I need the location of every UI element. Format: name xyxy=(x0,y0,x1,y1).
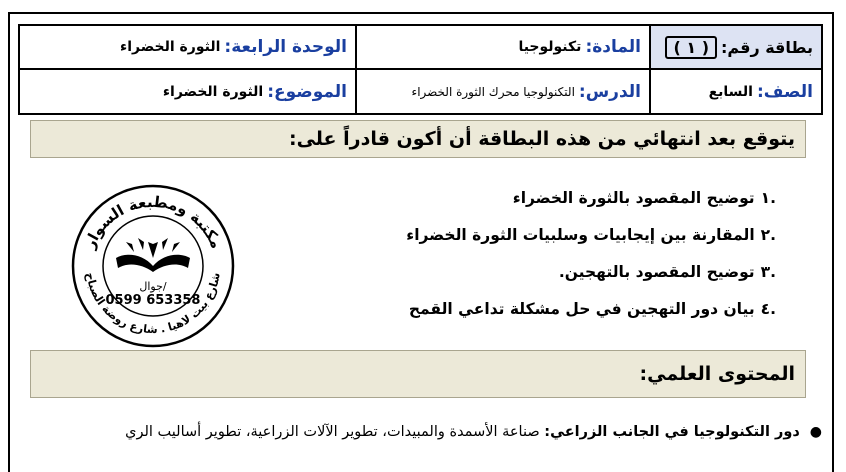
content-heading-text: المحتوى العلمي: xyxy=(639,363,795,385)
subject-label: المادة: xyxy=(585,37,641,57)
objective-number: .٣ xyxy=(760,263,776,281)
topic-cell xyxy=(18,68,357,115)
objective-text: المقارنة بين إيجابيات وسلبيات الثورة الخضراء xyxy=(406,226,755,244)
content-bold-text: دور التكنولوجيا في الجانب الزراعي: xyxy=(544,424,800,440)
subject-value: تكنولوجيا xyxy=(518,39,582,55)
objective-text: توضيح المقصود بالتهجين. xyxy=(558,263,755,281)
stamp-bottom-text: شارع بيت لاهيا . شارع روضة الصباح xyxy=(83,271,223,337)
card-number-label: بطاقة رقم: xyxy=(721,37,813,57)
topic-value: الثورة الخضراء xyxy=(162,83,264,100)
topic-label: الموضوع: xyxy=(267,81,347,102)
objective-text: بيان دور التهجين في حل مشكلة تداعي القمح xyxy=(408,300,755,318)
lesson-label: الدرس: xyxy=(578,81,641,102)
objective-item xyxy=(346,254,776,291)
objective-text: توضيح المقصود بالثورة الخضراء xyxy=(512,189,755,207)
stamp-phone: 0599 653358 xyxy=(105,293,201,308)
unit-value: الثورة الخضراء xyxy=(120,39,221,55)
content-text: صناعة الأسمدة والمبيدات، تطوير الآلات الزراعية، تطوير أساليب الري xyxy=(125,424,540,440)
content-heading xyxy=(30,350,806,398)
grade-label: الصف: xyxy=(756,81,813,102)
objective-number: .٢ xyxy=(760,226,776,244)
library-stamp xyxy=(68,178,238,348)
stamp-phone-label: جوال/ xyxy=(139,280,167,293)
objective-number: .٤ xyxy=(760,300,776,318)
stamp-top-text: مكتبة ومطبعة السوار xyxy=(80,192,226,252)
grade-cell xyxy=(649,68,823,115)
unit-label: الوحدة الرابعة: xyxy=(224,37,347,57)
objectives-list xyxy=(346,180,776,328)
unit-cell xyxy=(18,24,357,70)
svg-text:مكتبة ومطبعة السوار xyxy=(80,193,226,252)
lesson-cell xyxy=(355,68,651,115)
subject-cell xyxy=(355,24,651,70)
lesson-value: التكنولوجيا محرك الثورة الخضراء xyxy=(411,84,575,99)
objective-item xyxy=(346,291,776,328)
card-number-cell xyxy=(649,24,823,70)
objectives-heading xyxy=(30,120,806,158)
objective-item xyxy=(346,217,776,254)
objective-number: .١ xyxy=(760,189,776,207)
objective-item xyxy=(346,180,776,217)
content-paragraph xyxy=(125,424,822,440)
card-number-value: ( ١ ) xyxy=(665,36,717,59)
book-icon xyxy=(116,238,190,272)
bullet-icon: ● xyxy=(809,424,822,440)
objectives-heading-text: يتوقع بعد انتهائي من هذه البطاقة أن أكون قادراً على: xyxy=(288,128,795,150)
grade-value: السابع xyxy=(708,83,753,100)
